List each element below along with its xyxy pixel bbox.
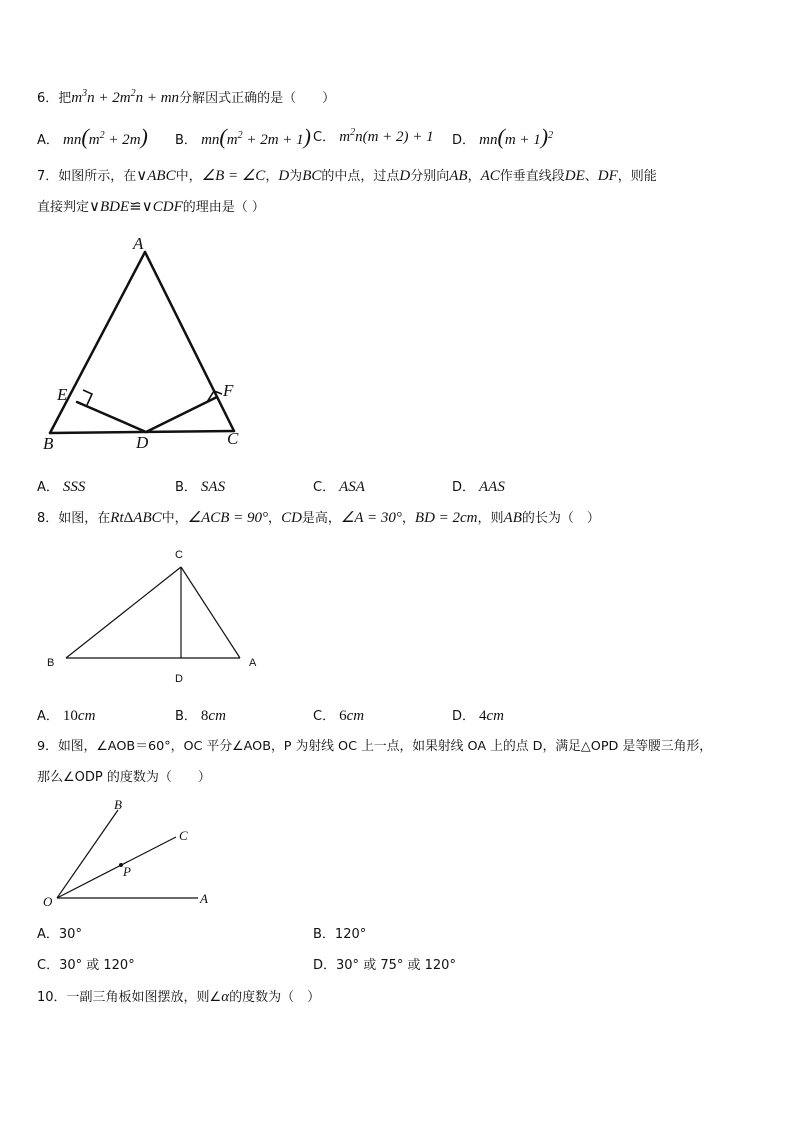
q7-side-ab: [50, 252, 145, 433]
q7-figure: [30, 228, 260, 460]
q8-option-a[interactable]: A． 10cm: [37, 708, 96, 724]
q6-expression: $m^3n + 2m^2n$ + mn: [71, 88, 180, 106]
q9-ray-ob: [57, 810, 118, 898]
q7-label-e: E: [57, 385, 68, 404]
q8-label-c: C: [175, 549, 183, 561]
q8-option-d[interactable]: D． 4cm: [452, 708, 505, 724]
q9-option-d[interactable]: D．30° 或 75° 或 120°: [313, 958, 456, 973]
q8-figure: [40, 543, 270, 688]
q8-stem: 8．如图，在RtΔABC中，∠ACB = 90°，CD是高，∠A = 30°，BD = 2cm，则AB的长为（ ）: [37, 510, 600, 526]
q6-option-a-expr: $mn(m^2 + 2m)$: [63, 124, 148, 149]
q7-option-b[interactable]: B． SAS: [175, 479, 226, 495]
q9-ray-oc: [57, 837, 176, 898]
q9-option-c[interactable]: C．30° 或 120°: [37, 958, 135, 973]
q7-stem-line1: 7．如图所示，在∨ABC中，∠B = ∠C，D为BC的中点，过点D分别向AB，AC作垂直线段DE、DF，则能: [37, 168, 657, 184]
q6-stem: 6．把$m^3n + 2m^2n$ + mn分解因式正确的是（ ）: [37, 88, 336, 106]
q9-option-b[interactable]: B．120°: [313, 927, 367, 942]
q8-label-d: D: [175, 673, 183, 685]
q7-label-b: B: [43, 434, 54, 453]
q8-label-a: A: [249, 657, 257, 669]
q7-segment-df: [146, 397, 217, 432]
q6-option-b-expr: $mn(m^2 + 2m + 1)$: [201, 124, 311, 149]
q9-label-o: O: [43, 894, 53, 909]
q9-label-b: B: [114, 797, 122, 812]
q7-stem-line2: 直接判定∨BDE≌∨CDF的理由是（ ）: [37, 199, 265, 215]
q7-segment-de: [77, 402, 146, 432]
q10-stem: 10．一副三角板如图摆放，则∠α的度数为（ ）: [37, 989, 321, 1005]
q7-option-d[interactable]: D． AAS: [452, 479, 505, 495]
q6-option-c[interactable]: C． $m^2n(m + 2) + 1$: [313, 127, 434, 145]
q9-option-a[interactable]: A．30°: [37, 927, 82, 942]
q6-option-d[interactable]: D． $mn(m + 1)^2$: [452, 124, 554, 149]
q7-option-c[interactable]: C． ASA: [313, 479, 365, 495]
q7-option-a[interactable]: A． SSS: [37, 479, 86, 495]
q9-stem-line2: 那么∠ODP 的度数为（ ）: [37, 770, 211, 785]
q7-label-c: C: [227, 429, 239, 448]
q7-side-ac: [145, 252, 234, 431]
q7-label-a: A: [133, 234, 144, 253]
q9-figure: [38, 795, 228, 915]
q9-label-c: C: [179, 828, 188, 843]
q6-option-b[interactable]: B． $mn(m^2 + 2m + 1)$: [175, 124, 311, 149]
q6-option-a[interactable]: A． $mn(m^2 + 2m)$: [37, 124, 148, 149]
q9-stem-line1: 9．如图，∠AOB＝60°，OC 平分∠AOB，P 为射线 OC 上一点，如果射线 OA 上的点 D，满足△OPD 是等腰三角形，: [37, 739, 713, 754]
q6-option-c-expr: $m^2n(m + 2) + 1$: [339, 127, 434, 145]
q9-label-a: A: [200, 891, 208, 906]
q8-option-b[interactable]: B． 8cm: [175, 708, 226, 724]
q7-label-d: D: [136, 433, 149, 452]
q8-option-c[interactable]: C． 6cm: [313, 708, 365, 724]
triangle-symbol: ∨: [136, 168, 148, 184]
q7-label-f: F: [223, 381, 234, 400]
q8-side-ca: [181, 567, 240, 658]
q9-label-p: P: [123, 864, 131, 879]
q8-side-bc: [66, 567, 181, 658]
q6-option-d-expr: $mn(m + 1)^2$: [479, 124, 554, 149]
q8-label-b: B: [47, 657, 55, 669]
q7-right-angle-e: [83, 390, 92, 405]
